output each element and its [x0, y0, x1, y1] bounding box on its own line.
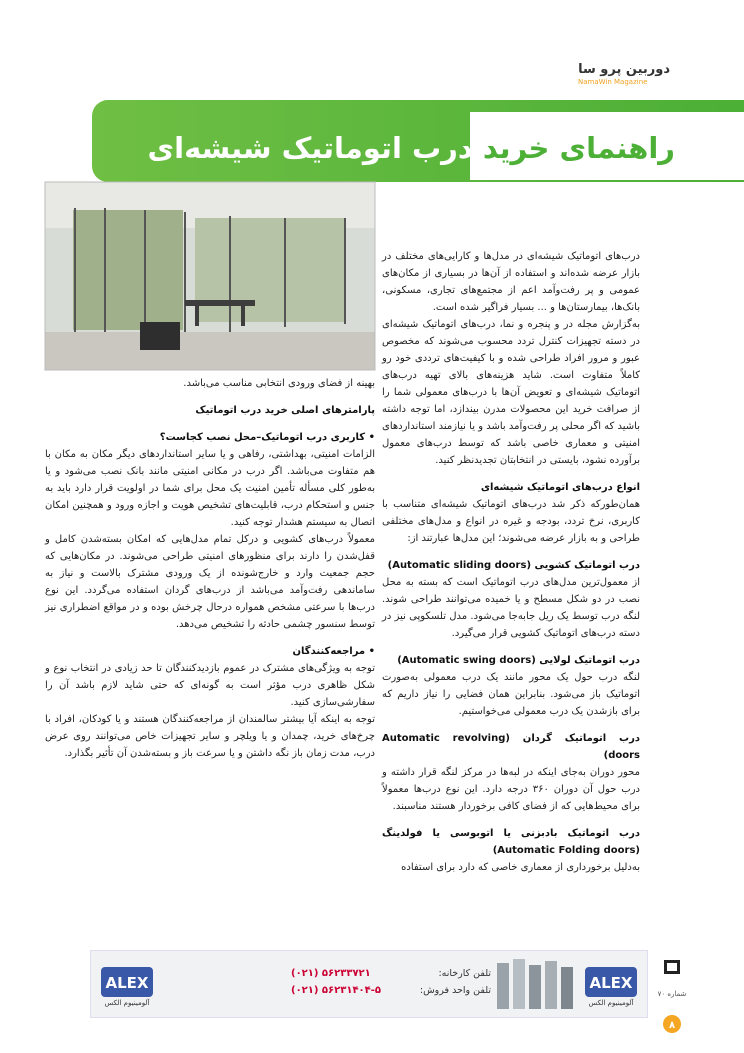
brand-text-left: ALEX: [105, 974, 149, 992]
title-part1: راهنمای خرید: [482, 131, 675, 165]
type-swing-heading: درب اتوماتیک لولایی (Automatic swing doors): [397, 655, 640, 666]
usage-paragraph-1: الزامات امنیتی، بهداشتی، رفاهی و یا سایر استانداردهای دیگر مکان به مکان با هم متفاوت می‌باشد. اگر درب در مکانی امنیتی مانند بانک نصب می‌شود و یا به‌طور کلی مسأله تأمین امنیت یک محل برای شما در اولویت قرار دارد باید به جنس و استحکام درب، قابلیت‌های تشخیص هویت و اجازه ورود و همچنین امکان اتصال به سیستم هشدار توجه کنید.: [45, 449, 375, 528]
right-column: [382, 248, 640, 876]
type-revolving-text: محور دوران به‌جای اینکه در لبه‌ها در مرکز لنگه قرار داشته و درب حول آن دوران ۳۶۰ درجه دارد. این نوع درب‌ها معمولاً برای محیط‌هایی که از فضای کافی برخوردار هستند مناسبند.: [382, 767, 640, 812]
types-heading: انواع درب‌های اتوماتیک شیشه‌ای: [480, 482, 640, 493]
contact-labels: [391, 965, 491, 999]
left-column: [45, 375, 375, 762]
factory-phone: (۰۲۱) ۵۶۲۳۳۷۲۱: [291, 968, 371, 979]
usage-heading: • کاربری درب اتوماتیک–محل نصب کجاست؟: [159, 432, 375, 443]
magazine-logo: [578, 62, 670, 86]
type-sliding-text: از معمول‌ترین مدل‌های درب اتوماتیک است که بسته به محل نصب در دو شکل مسطح و یا خمیده می‌توانند طراحی شوند. لنگه درب توسط یک ریل جابه‌جا می‌شود. مدل تلسکوپی نیز در دسته درب‌های اتوماتیک کشویی قرار می‌گیرد.: [382, 577, 640, 639]
intro-paragraph-1: درب‌های اتوماتیک شیشه‌ای در مدل‌ها و کارایی‌های مختلف در بازار عرضه شده‌اند و استفاده از آن‌ها در بسیاری از مکان‌های عمومی و پر رفت‌وآمد اعم از مجتمع‌های تجاری، مسکونی، بانک‌ها، بیمارستان‌ها و ... بسیار فراگیر شده است.: [382, 251, 640, 313]
visitors-heading: • مراجعه‌کنندگان: [292, 646, 375, 657]
brand-sub-right: آلومینیوم الکس: [588, 999, 634, 1007]
aluminum-profiles-image: [493, 955, 577, 1013]
issue-label: شماره ۷۰: [657, 990, 687, 998]
sales-label: تلفن واحد فروش:: [419, 985, 491, 996]
sales-phone: (۰۲۱) ۵۶۲۳۱۴۰۴-۵: [291, 985, 382, 996]
title-part2: درب اتوماتیک شیشه‌ای: [147, 131, 473, 165]
alex-logo-left: [97, 957, 159, 1009]
alex-logo-right: [581, 957, 643, 1009]
magazine-name-fa: دوربین پرو سا: [578, 62, 670, 77]
type-folding-heading: درب اتوماتیک بادبزنی یا اتوبوسی یا فولدینگ (Automatic Folding doors): [382, 828, 640, 856]
usage-paragraph-2: معمولاً درب‌های کشویی و درکل تمام مدل‌هایی که امکان بسته‌شدن کامل و قفل‌شدن را دارند برای منظورهای امنیتی طراحی می‌شوند. در مکان‌هایی که حجم جمعیت وارد و خارج‌شونده از یک ورودی مشترک بالاست و نیاز به ساماندهی رفت‌وآمد می‌باشد از درب‌های گردان استفاده می‌گردد. این نوع درب‌ها با سرعتی مشخص همواره درحال چرخش بوده و در مواقع اضطراری نیز توسط سنسور چشمی حادثه را تشخیص می‌دهد.: [45, 534, 375, 630]
page-marker: [657, 960, 687, 1038]
brand-text-right: ALEX: [589, 974, 633, 992]
type-swing-text: لنگه درب حول یک محور مانند یک درب معمولی به‌صورت اتوماتیک باز می‌شود. بنابراین همان فضایی را نیاز داریم که برای بازشدن یک درب معمولی می‌خواستیم.: [382, 672, 640, 717]
factory-label: تلفن کارخانه:: [438, 968, 491, 979]
phone-block: [291, 965, 381, 999]
brand-sub-left: آلومینیوم الکس: [104, 999, 150, 1007]
intro-paragraph-2: به‌گزارش مجله در و پنجره و نما، درب‌های اتوماتیک شیشه‌ای در دسته تجهیزات کنترل تردد محسوب می‌شوند که مخصوص عبور و مرور افراد طراحی شده و با کیفیت‌های ترددی خود رو کاملاً متفاوت است. شاید هزینه‌های بالای تهیه درب‌های اتوماتیک شیشه‌ای و تعویض آن‌ها با درب‌های معمولی شما را از صرافت خرید این محصولات مدرن بیندازد، اما توجه داشته باشید که اگر محلی پر رفت‌وآمد باشد و یا نیازمند استانداردهای امنیتی و معماری خاصی باشد که توسط درب‌های معمول برآورده نشود، بایستی در انتخابتان تجدیدنظر کنید.: [382, 319, 640, 466]
type-revolving-heading: درب اتوماتیک گردان (Automatic revolving doors): [382, 733, 640, 761]
type-folding-text: به‌دلیل برخورداری از معماری خاصی که دارد برای استفاده: [401, 862, 640, 873]
types-intro: همان‌طورکه ذکر شد درب‌های اتوماتیک شیشه‌ای متناسب با کاربری، نرخ تردد، بودجه و غیره در انواع و مدل‌های مختلفی طراحی و به بازار عرضه می‌شوند؛ این مدل‌ها عبارتند از:: [382, 499, 640, 544]
visitors-paragraph-1: توجه به ویژگی‌های مشترک در عموم بازدیدکنندگان تا حد زیادی در انتخاب نوع و شکل ظاهری درب مؤثر است به گونه‌ای که حتی شاید لازم باشد آن را سفارشی‌سازی کنید.: [45, 663, 375, 708]
magazine-name-en: NamaWin Magazine: [578, 78, 648, 86]
page-title: [140, 120, 675, 176]
params-heading: پارامترهای اصلی خرید درب اتوماتیک: [195, 405, 375, 416]
page-sidebar: [657, 960, 687, 1038]
page-number: ۸: [668, 1020, 676, 1031]
advertisement-banner[interactable]: [90, 950, 648, 1018]
door-photo: [45, 182, 375, 370]
type-sliding-heading: درب اتوماتیک کشویی (Automatic sliding doors): [387, 560, 640, 571]
visitors-paragraph-2: توجه به اینکه آیا بیشتر سالمندان از مراجعه‌کنندگان هستند و یا کودکان، افراد با چرخ‌های خرید، چمدان و یا ویلچر و سایر تجهیزات خاص می‌توانند روی عرض درب، مدت زمان باز نگه داشتن و یا سرعت باز و بسته‌شدن آن تأثیر بگذارد.: [45, 714, 375, 759]
glass-door-illustration: [45, 182, 375, 370]
continuation-text: بهینه از فضای ورودی انتخابی مناسب می‌باشد.: [183, 378, 375, 389]
